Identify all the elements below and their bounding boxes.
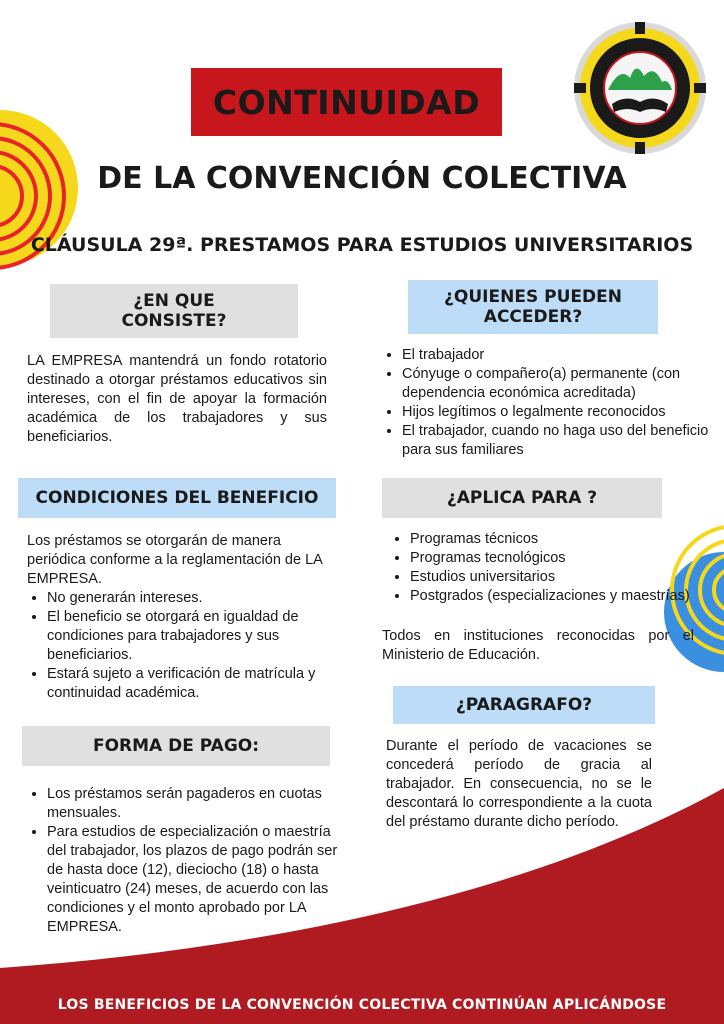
section-header-forma-pago <box>22 726 330 766</box>
aplica-content <box>390 530 702 606</box>
section-header-paragrafo <box>393 686 655 724</box>
list-item: • Estudios universitarios <box>410 568 702 587</box>
quienes-list <box>382 346 712 460</box>
list-item: • El beneficio se otorgará en igualdad de condiciones para trabajadores y sus beneficiarios. <box>47 608 332 665</box>
list-item: • Cónyuge o compañero(a) permanente (con dependencia económica acreditada) <box>402 365 712 403</box>
section-title-line: ACCEDER? <box>483 307 583 327</box>
clause-heading: CLÁUSULA 29ª. PRESTAMOS PARA ESTUDIOS UNIVERSITARIOS <box>30 234 694 256</box>
list-item: • Programas tecnológicos <box>410 549 702 568</box>
forma-pago-list <box>27 785 339 937</box>
section-title-line: ¿QUIENES PUEDEN <box>444 286 622 307</box>
list-item: • El trabajador, cuando no haga uso del beneficio para sus familiares <box>402 422 712 460</box>
list-item: • Estará sujeto a verificación de matrícula y continuidad académica. <box>47 665 332 703</box>
section-header-aplica <box>382 478 662 518</box>
section-title: CONDICIONES DEL BENEFICIO <box>35 487 319 508</box>
list-item: • Postgrados (especializaciones y maestrías) <box>410 587 702 606</box>
condiciones-intro: Los préstamos se otorgarán de manera periódica conforme a la reglamentación de LA EMPRESA. <box>27 533 323 587</box>
section-title: FORMA DE PAGO: <box>92 735 260 756</box>
condiciones-content <box>27 532 332 703</box>
list-item: • El trabajador <box>402 346 712 365</box>
section-header-consiste <box>50 284 298 338</box>
list-item: • Hijos legítimos o legalmente reconocidos <box>402 403 712 422</box>
list-item: • No generarán intereses. <box>47 589 332 608</box>
page-title: CONTINUIDAD <box>212 82 481 122</box>
title-banner <box>191 68 502 136</box>
section-title: ¿APLICA PARA ? <box>446 487 598 508</box>
paragrafo-body: Durante el período de vacaciones se concederá período de gracia al trabajador. En consecuencia, no se le descontará lo correspondiente a la cuota del préstamo durante dicho período. <box>386 738 652 830</box>
section-header-quienes <box>408 280 658 334</box>
section-title-line: ¿EN QUE <box>133 290 215 311</box>
union-logo-icon <box>572 20 708 156</box>
list-item: • Programas técnicos <box>410 530 702 549</box>
section-title-line: CONSISTE? <box>121 311 227 331</box>
list-item: • Para estudios de especialización o maestría del trabajador, los plazos de pago podrán ser de hasta doce (12), dieciocho (18) o hasta veinticuatro (24) meses, de acuerdo con las condiciones y el monto aprobado por LA EMPRESA. <box>47 823 339 937</box>
section-title: ¿PARAGRAFO? <box>455 694 593 715</box>
list-item: • Los préstamos serán pagaderos en cuotas mensuales. <box>47 785 339 823</box>
aplica-note: Todos en instituciones reconocidas por el Ministerio de Educación. <box>382 628 694 663</box>
page-subtitle: DE LA CONVENCIÓN COLECTIVA <box>97 161 627 196</box>
consiste-body: LA EMPRESA mantendrá un fondo rotatorio destinado a otorgar préstamos educativos sin intereses, con el fin de apoyar la formación académica de los trabajadores y sus beneficiarios. <box>27 353 327 445</box>
section-header-condiciones <box>18 478 336 518</box>
footer-banner: LOS BENEFICIOS DE LA CONVENCIÓN COLECTIVA CONTINÚAN APLICÁNDOSE <box>57 996 667 1013</box>
